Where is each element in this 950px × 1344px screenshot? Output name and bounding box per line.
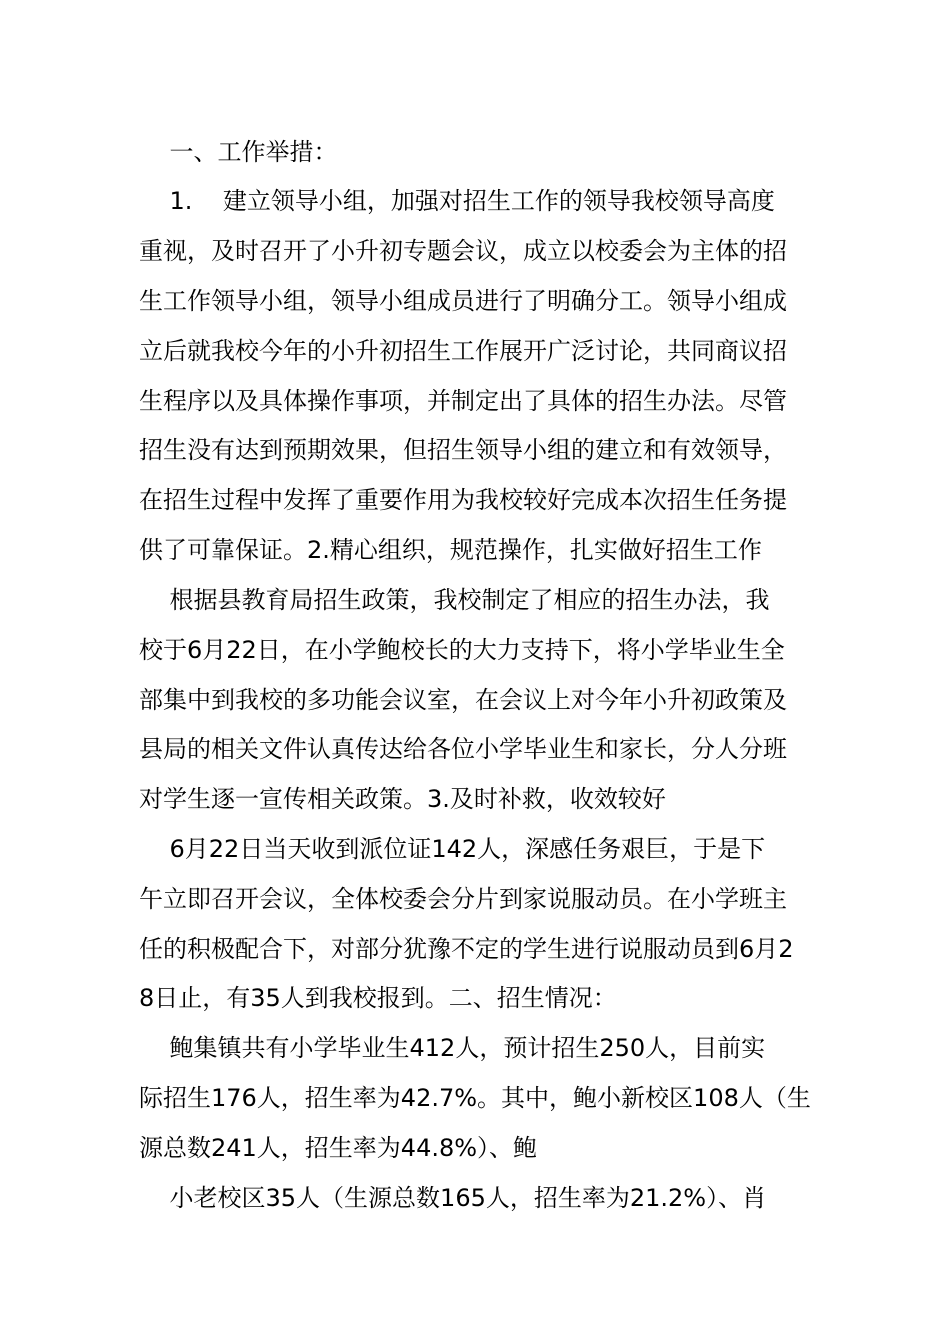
text-line: 生工作领导小组，领导小组成员进行了明确分工。领导小组成	[139, 287, 787, 315]
text-line: 1. 建立领导小组，加强对招生工作的领导我校领导高度	[139, 187, 775, 215]
text-line: 校于6月22日，在小学鲍校长的大力支持下，将小学毕业生全	[139, 636, 785, 664]
text-line: 际招生176人，招生率为42.7%。其中，鲍小新校区108人（生	[139, 1084, 811, 1112]
text-line: 部集中到我校的多功能会议室，在会议上对今年小升初政策及	[139, 686, 787, 714]
section-heading-work-measures: 一、工作举措：	[139, 138, 338, 166]
text-line: 午立即召开会议，全体校委会分片到家说服动员。在小学班主	[139, 885, 787, 913]
text-line: 小老校区35人（生源总数165人，招生率为21.2%）、肖	[139, 1184, 767, 1212]
text-line: 鲍集镇共有小学毕业生412人，预计招生250人，目前实	[139, 1034, 766, 1062]
text-line: 对学生逐一宣传相关政策。3.及时补救，收效较好	[139, 785, 666, 813]
text-line: 源总数241人，招生率为44.8%）、鲍	[139, 1134, 538, 1162]
text-line: 生程序以及具体操作事项，并制定出了具体的招生办法。尽管	[139, 387, 787, 415]
text-line: 县局的相关文件认真传达给各位小学毕业生和家长，分人分班	[139, 735, 787, 763]
text-line: 根据县教育局招生政策，我校制定了相应的招生办法，我	[139, 586, 770, 614]
text-line: 供了可靠保证。2.精心组织，规范操作，扎实做好招生工作	[139, 536, 762, 564]
text-line: 6月22日当天收到派位证142人，深感任务艰巨，于是下	[139, 835, 766, 863]
text-line: 在招生过程中发挥了重要作用为我校较好完成本次招生任务提	[139, 486, 787, 514]
text-line: 招生没有达到预期效果，但招生领导小组的建立和有效领导，	[139, 436, 787, 464]
text-line: 任的积极配合下，对部分犹豫不定的学生进行说服动员到6月2	[139, 935, 794, 963]
text-line: 立后就我校今年的小升初招生工作展开广泛讨论，共同商议招	[139, 337, 787, 365]
text-line: 重视，及时召开了小升初专题会议，成立以校委会为主体的招	[139, 237, 787, 265]
text-line: 8日止，有35人到我校报到。二、招生情况：	[139, 984, 617, 1012]
